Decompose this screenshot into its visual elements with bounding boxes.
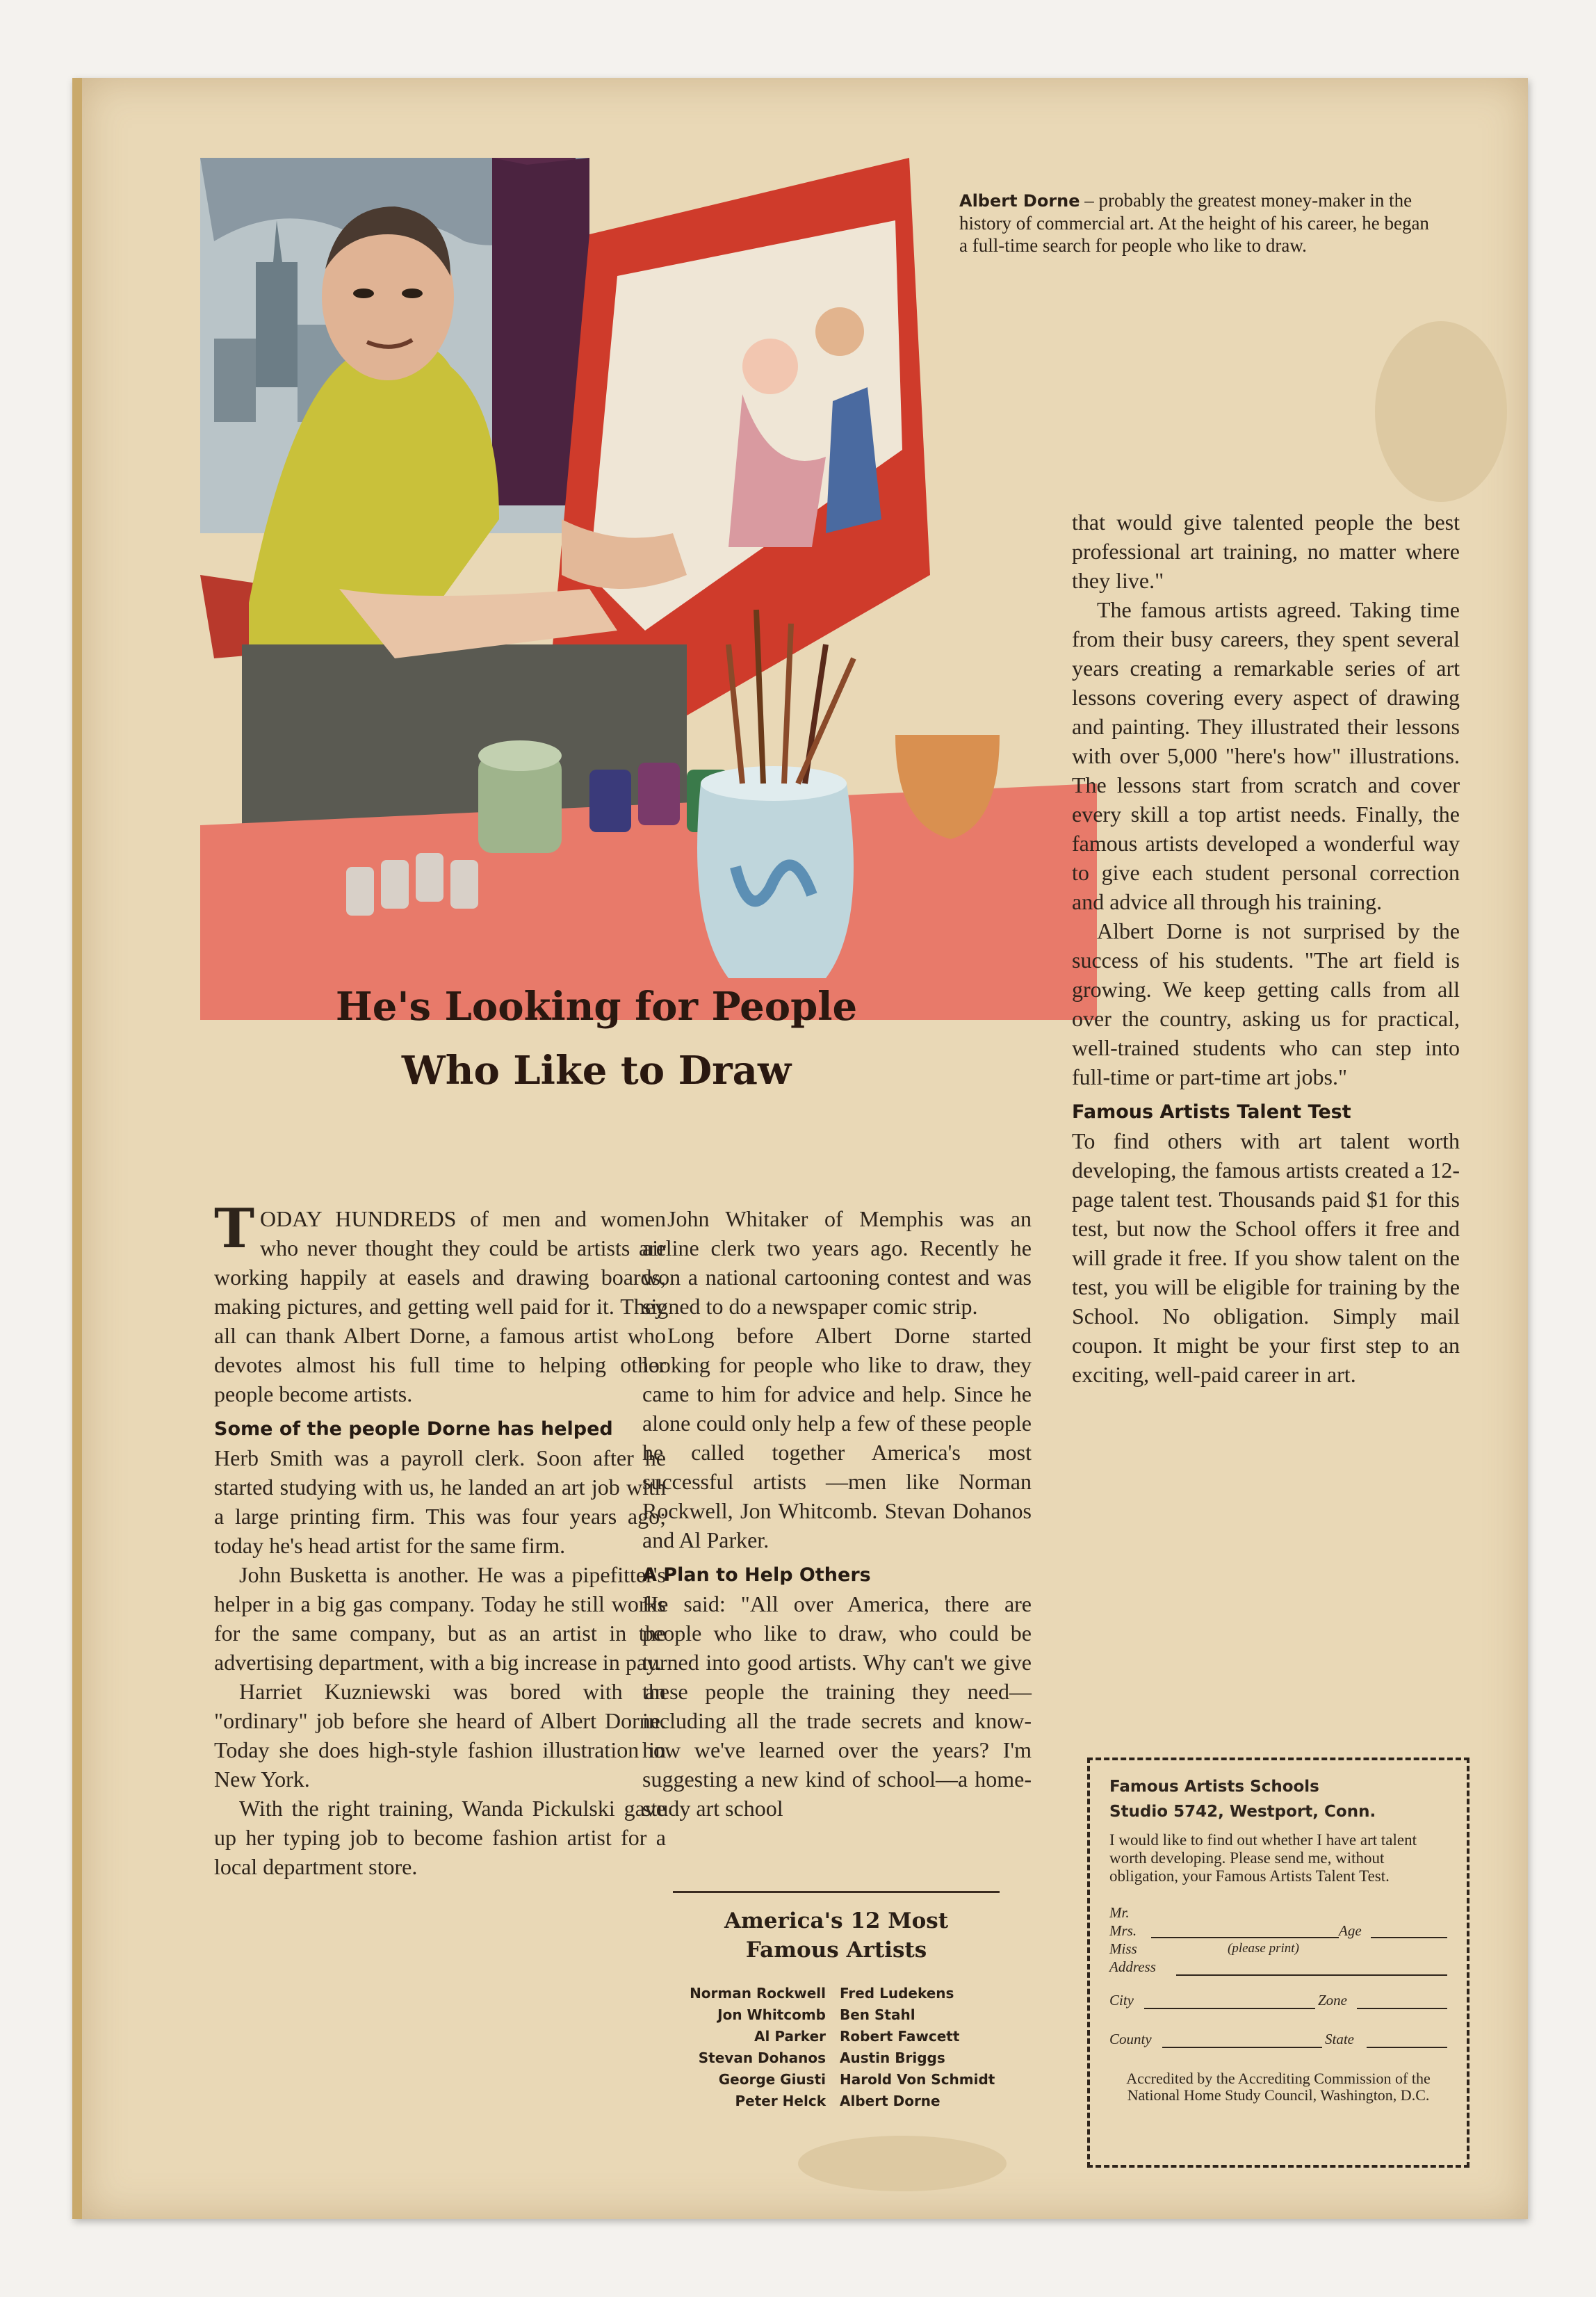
paragraph: The famous artists agreed. Taking time from their busy careers, they spent several years creating a remarkable series of art lessons covering every aspect of drawing and painting. They illustrated their lessons with over 5,000 "here's how" illustrations. The lessons start from scratch and cover every skill a top artist needs. Finally, the famous artists developed a wonderful way to give each student personal correction and advice all through his training. <box>1072 597 1460 914</box>
comic-back-page <box>72 78 1528 2219</box>
address-line <box>1176 1974 1447 1976</box>
illustration-caption <box>959 189 1432 257</box>
artist-name: George Giusti <box>718 2071 826 2088</box>
paragraph: that would give talented people the best professional art training, no matter where they live." <box>1072 510 1460 593</box>
artist-name: Norman Rockwell <box>690 1985 826 2002</box>
city-line <box>1144 2008 1315 2009</box>
artists-right-column <box>840 1983 1055 2112</box>
county-state-field[interactable] <box>1109 2030 1447 2058</box>
address-label: Address <box>1109 1958 1156 1975</box>
artist-name: Stevan Dohanos <box>698 2050 826 2066</box>
headline-line-2: Who Like to Draw <box>401 1048 792 1094</box>
paragraph: John Busketta is another. He was a pipefitter's helper in a big gas company. Today he still works for the same company, but as an artist in the advertising department, with a big increase in pay. <box>214 1562 666 1675</box>
paragraph: Albert Dorne is not surprised by the success of his students. "The art field is growing. We keep getting calls from all over the country, asking us for practical, well-trained students who can step into full-time or part-time art jobs." <box>1072 918 1460 1089</box>
artist-name: Harold Von Schmidt <box>840 2071 995 2088</box>
artists-title: America's 12 Most Famous Artists <box>724 1908 949 1963</box>
stain <box>1375 321 1507 502</box>
print-note: (please print) <box>1228 1941 1299 1956</box>
city-zone-field[interactable] <box>1109 1991 1447 2030</box>
artist-illustration <box>200 158 1097 1020</box>
county-label: County <box>1109 2031 1152 2047</box>
coupon-school-name: Famous Artists Schools <box>1109 1778 1319 1796</box>
address-field[interactable] <box>1109 1958 1447 1991</box>
paragraph <box>214 1197 667 1409</box>
artist-name: Ben Stahl <box>840 2006 915 2023</box>
county-line <box>1162 2047 1322 2048</box>
divider <box>673 1891 1000 1893</box>
mrs-label: Mrs. <box>1109 1922 1137 1939</box>
artist-name: Robert Fawcett <box>840 2028 960 2045</box>
zone-line <box>1357 2008 1447 2009</box>
coupon-studio-address: Studio 5742, Westport, Conn. <box>1109 1803 1376 1821</box>
name-line <box>1151 1937 1339 1938</box>
artist-name: Albert Dorne <box>840 2093 940 2109</box>
age-line <box>1371 1937 1447 1938</box>
paragraph: He said: "All over America, there are people who like to draw, who could be turned into good artists. Why can't we give these people the training they need—including all the trade secrets and know-how we've learned over the years? I'm suggesting a new kind of school—a home-study art school <box>642 1591 1032 1821</box>
article-column-3 <box>1072 508 1460 1389</box>
stain <box>798 2136 1007 2191</box>
artist-name: Fred Ludekens <box>840 1985 954 2002</box>
subhead: A Plan to Help Others <box>642 1564 871 1586</box>
artist-name: Al Parker <box>754 2028 826 2045</box>
paragraph: Long before Albert Dorne started looking for people who like to draw, they came to him for advice and help. Since he alone could only help a few of these people he called together America's most successful artists —men like Norman Rockwell, Jon Whitcomb. Stevan Dohanos and Al Parker. <box>642 1323 1032 1552</box>
drop-cap: T <box>214 1197 255 1260</box>
state-label: State <box>1325 2031 1354 2047</box>
article-column-1 <box>214 1197 667 1881</box>
mail-coupon[interactable] <box>1087 1758 1469 2168</box>
subhead: Some of the people Dorne has helped <box>214 1418 613 1440</box>
headline <box>249 975 944 1103</box>
name-field[interactable] <box>1109 1904 1447 1958</box>
city-label: City <box>1109 1992 1134 2008</box>
paragraph-text: of men and women who never thought they could be artists are working happily at easels and drawing boards, making pictures, and getting well paid for it. They all can thank Albert Dorne, a famous artist who devotes almost his full time to helping other people become artists. <box>214 1206 667 1406</box>
paragraph: Harriet Kuzniewski was bored with an "ordinary" job before she heard of Albert Dorne. Today she does high-style fashion illustration in New York. <box>214 1679 666 1792</box>
headline-line-1: He's Looking for People <box>335 984 858 1030</box>
artist-name: Austin Briggs <box>840 2050 945 2066</box>
paragraph: With the right training, Wanda Pickulski gave up her typing job to become fashion artist for a local department store. <box>214 1796 666 1879</box>
subhead: Famous Artists Talent Test <box>1072 1101 1351 1123</box>
miss-label: Miss <box>1109 1940 1137 1957</box>
artist-name: Jon Whitcomb <box>717 2006 826 2023</box>
paragraph: John Whitaker of Memphis was an airline clerk two years ago. Recently he won a national cartooning contest and was signed to do a newspaper comic strip. <box>642 1206 1032 1319</box>
accreditation-note: Accredited by the Accrediting Commission of the National Home Study Council, Washington, D.C. <box>1126 2070 1431 2104</box>
age-label: Age <box>1339 1922 1362 1939</box>
paragraph: To find others with art talent worth developing, the famous artists created a 12-page talent test. Thousands paid $1 for this test, but now the School offers it free and will grade it free. If you show talent on the test, you will be eligible for training by the School. No obligation. Simply mail coupon. It might be your first step to an exciting, well-paid career in art. <box>1072 1128 1460 1387</box>
mr-label: Mr. <box>1109 1904 1130 1921</box>
zone-label: Zone <box>1318 1992 1347 2008</box>
paragraph: Herb Smith was a payroll clerk. Soon after he started studying with us, he landed an art job with a large printing firm. This was four years ago; today he's head artist for the same firm. <box>214 1445 666 1558</box>
caption-text: – probably the greatest money-maker in the history of commercial art. At the height of his career, he began a full-time search for people who like to draw. <box>959 190 1429 256</box>
coupon-request-text: I would like to find out whether I have art talent worth developing. Please send me, without obligation, your Famous Artists Talent Test. <box>1109 1831 1417 1885</box>
artists-left-column <box>638 1983 826 2112</box>
article-column-2 <box>642 1204 1032 1823</box>
artist-name: Peter Helck <box>735 2093 826 2109</box>
lead-in: ODAY HUNDREDS <box>260 1206 457 1231</box>
caption-name: Albert Dorne <box>959 191 1080 211</box>
state-line <box>1367 2047 1447 2048</box>
